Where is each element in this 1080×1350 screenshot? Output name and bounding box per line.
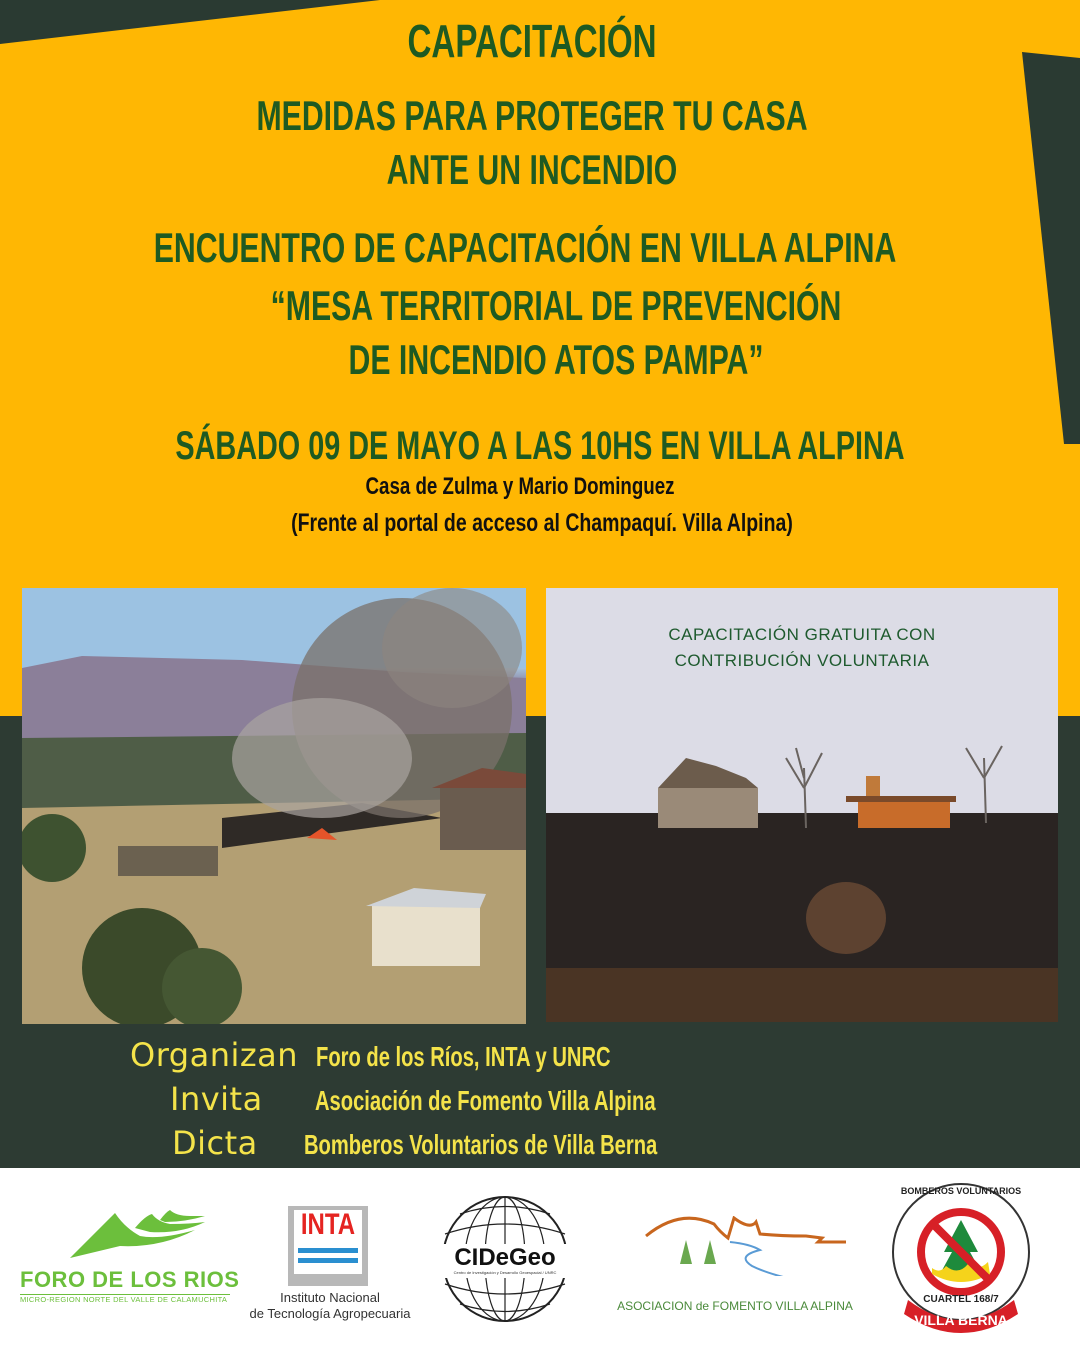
credit-value: Foro de los Ríos, INTA y UNRC (316, 1041, 611, 1072)
logo-bomberos-villa-berna (888, 1182, 1034, 1338)
caption-line-1: CAPACITACIÓN GRATUITA CON (668, 625, 936, 644)
credit-dicta (172, 1124, 794, 1162)
credit-role: Organizan (130, 1036, 299, 1074)
mountains-icon (20, 1208, 230, 1264)
inta-badge (288, 1206, 368, 1286)
free-training-caption (546, 622, 1058, 674)
inta-line-2: de Tecnología Agropecuaria (249, 1306, 411, 1321)
foro-name: FORO DE LOS RIOS (20, 1267, 240, 1292)
logo-foro-de-los-rios (20, 1208, 240, 1304)
cidegeo-name: CIDeGeo (454, 1244, 556, 1271)
event-date: SÁBADO 09 DE MAYO A LAS 10HS EN VILLA ALPINA (175, 424, 905, 468)
title: CAPACITACIÓN (407, 15, 657, 67)
logo-asociacion-fomento (610, 1216, 860, 1316)
inta-name: INTA (300, 1208, 356, 1241)
inta-fullname (240, 1290, 420, 1322)
foro-tagline: MICRO-REGION NORTE DEL VALLE DE CALAMUCHITA (20, 1294, 230, 1304)
event-line-3: DE INCENDIO ATOS PAMPA” (348, 336, 764, 383)
dark-right-shape (1022, 52, 1080, 444)
address-line-2: (Frente al portal de acceso al Champaquí. Villa Alpina) (291, 509, 793, 537)
address-line-1: Casa de Zulma y Mario Dominguez (365, 473, 675, 500)
subtitle-line-2: ANTE UN INCENDIO (386, 146, 678, 193)
bomberos-bottom-text: VILLA BERNA (914, 1312, 1008, 1328)
burned-house-photo (546, 588, 1058, 1022)
bomberos-mid-text: CUARTEL 168/7 (923, 1294, 999, 1305)
fire-scene-illustration (22, 588, 526, 1024)
subtitle-line-1: MEDIDAS PARA PROTEGER TU CASA (256, 92, 808, 139)
credit-role: Invita (170, 1080, 263, 1118)
fire-photo (22, 588, 526, 1024)
credit-value: Bomberos Voluntarios de Villa Berna (303, 1129, 658, 1160)
inta-line-1: Instituto Nacional (280, 1290, 380, 1305)
logo-inta (240, 1206, 420, 1326)
event-line-1: ENCUENTRO DE CAPACITACIÓN EN VILLA ALPINA (153, 224, 897, 271)
sponsor-logos (0, 1168, 1080, 1350)
credit-value: Asociación de Fomento Villa Alpina (314, 1085, 656, 1116)
cidegeo-tagline: Centro de Investigación y Desarrollo Geoespacial / UNRC (453, 1270, 557, 1275)
credit-organizan (130, 1036, 725, 1074)
logo-cidegeo (440, 1194, 570, 1324)
credit-invita (170, 1080, 788, 1118)
caption-line-2: CONTRIBUCIÓN VOLUNTARIA (674, 651, 930, 670)
asociacion-name: ASOCIACION de FOMENTO VILLA ALPINA (617, 1299, 853, 1313)
mountain-river-icon (610, 1216, 860, 1276)
bomberos-top-text: BOMBEROS VOLUNTARIOS (900, 1186, 1022, 1196)
event-line-2: “MESA TERRITORIAL DE PREVENCIÓN (270, 282, 842, 329)
credit-role: Dicta (172, 1124, 258, 1162)
